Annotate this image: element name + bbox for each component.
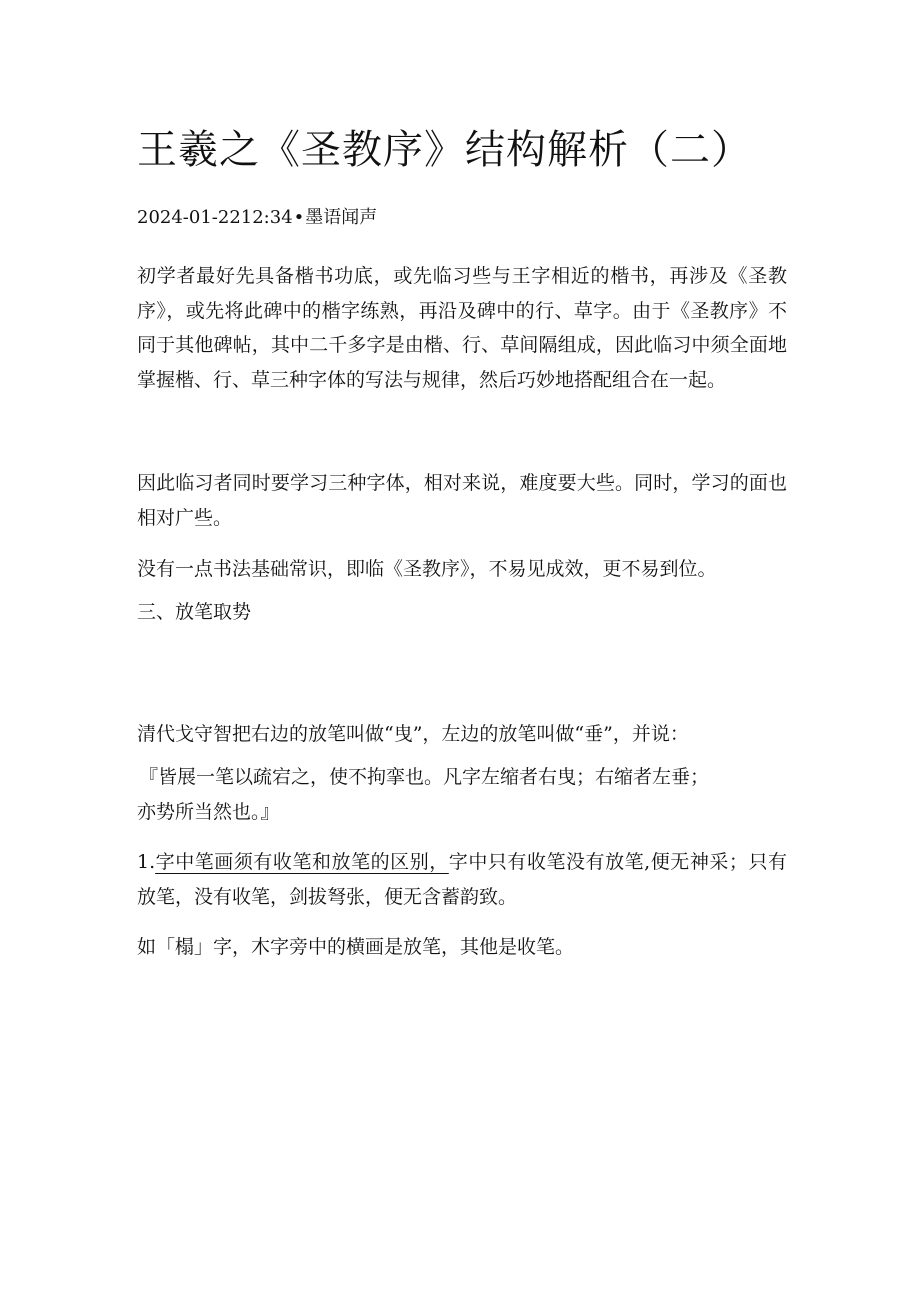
paragraph-point-1 [137, 845, 787, 914]
quote-block [137, 760, 787, 829]
publish-datetime: 2024-01-2212:34 [137, 207, 293, 228]
meta-separator: • [293, 207, 305, 228]
paragraph-ge-shouzhi: 清代戈守智把右边的放笔叫做“曳”，左边的放笔叫做“垂”，并说： [137, 723, 689, 745]
paragraph-intro: 初学者最好先具备楷书功底，或先临习些与王字相近的楷书，再涉及《圣教序》，或先将此碑中的楷字练熟，再沿及碑中的行、草字。由于《圣教序》不同于其他碑帖，其中二千多字是由楷、行、草间隔组成，因此临习中须全面地掌握楷、行、草三种字体的写法与规律，然后巧妙地搭配组合在一起。 [137, 265, 787, 391]
point-text: 字中只有收笔没有放笔,便无神采；只有放笔，没有收笔，剑拔弩张，便无含蓄韵致。 [137, 851, 787, 908]
underlined-text: 字中笔画须有收笔和放笔的区别， [155, 851, 449, 873]
section-heading: 三、放笔取势 [137, 601, 252, 623]
quote-line-1: 『皆展一笔以疏宕之，使不拘挛也。凡字左缩者右曳；右缩者左垂； [139, 766, 710, 788]
paragraph-difficulty: 因此临习者同时要学习三种字体，相对来说，难度要大些。同时，学习的面也相对广些。 [137, 472, 787, 529]
article-title: 王羲之《圣教序》结构解析（二） [137, 127, 752, 173]
author-name[interactable]: 墨语闻声 [305, 207, 378, 228]
point-number: 1. [137, 851, 156, 873]
article-meta [137, 203, 377, 229]
paragraph-foundation: 没有一点书法基础常识，即临《圣教序》，不易见成效，更不易到位。 [137, 558, 717, 580]
quote-line-2: 亦势所当然也。』 [137, 800, 280, 823]
paragraph-example: 如「榻」字，木字旁中的横画是放笔，其他是收笔。 [137, 936, 575, 958]
